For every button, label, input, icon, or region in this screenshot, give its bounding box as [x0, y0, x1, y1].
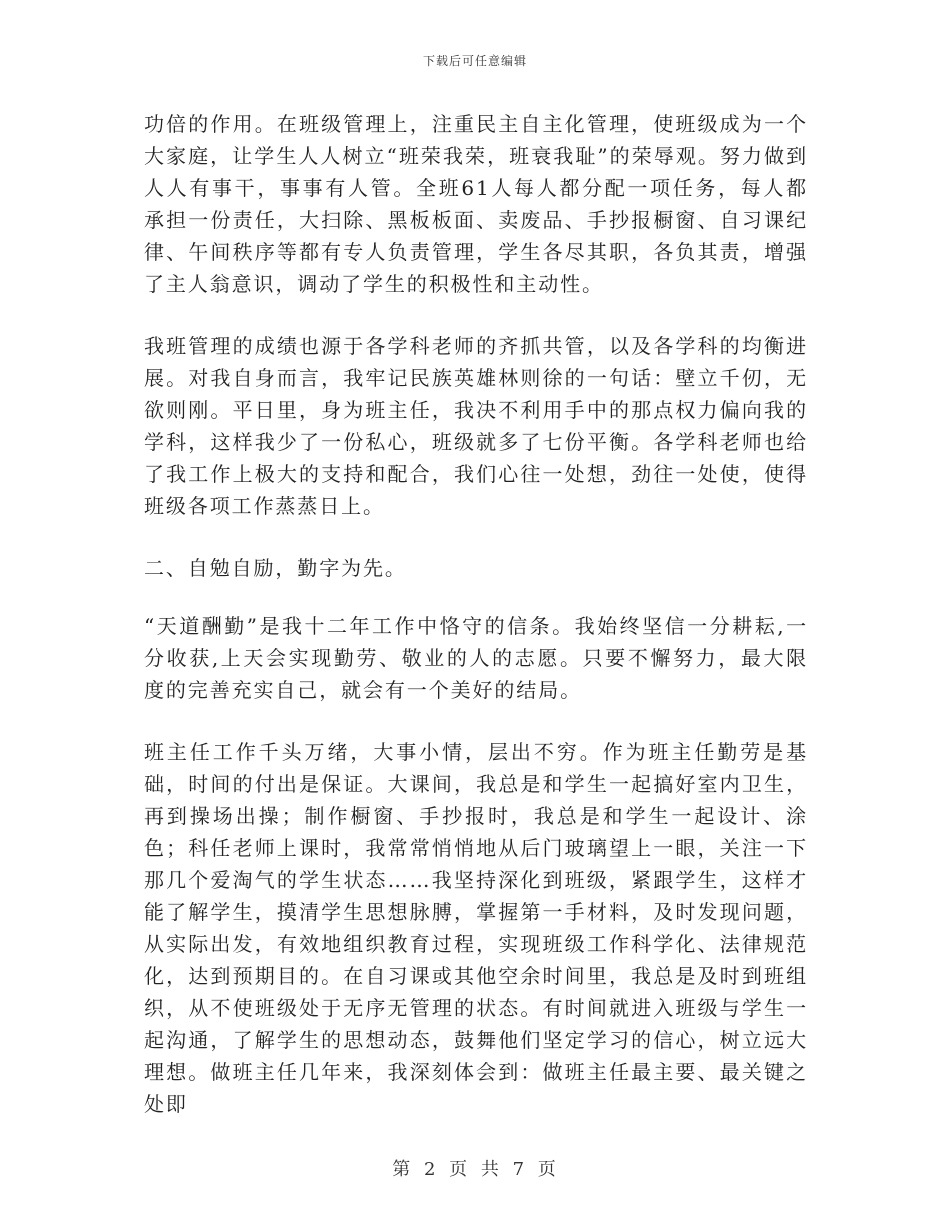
page-number: 第 2 页 共 7 页 — [392, 1159, 558, 1180]
page-header: 下载后可任意编辑 — [422, 54, 527, 68]
paragraph-diligence-motto: “天道酬勤”是我十二年工作中恪守的信条。我始终坚信一分耕耘,一分收获,上天会实现勤劳、敬业的人的志愿。只要不懈努力，最大限度的完善充实自己，就会有一个美好的结局。 — [144, 614, 808, 702]
document-body — [144, 108, 808, 1150]
paragraph-subject-teachers: 我班管理的成绩也源于各学科老师的齐抓共管，以及各学科的均衡进展。对我自身而言，我牢记民族英雄林则徐的一句话：壁立千仞，无欲则刚。平日里，身为班主任，我决不利用手中的那点权力偏向我的学科，这样我少了一份私心，班级就多了七份平衡。各学科老师也给了我工作上极大的支持和配合，我们心往一处想，劲往一处使，使得班级各项工作蒸蒸日上。 — [144, 334, 808, 518]
section-heading: 二、自勉自励，勤字为先。 — [144, 556, 407, 580]
paragraph-class-management: 功倍的作用。在班级管理上，注重民主自主化管理，使班级成为一个大家庭，让学生人人树立“班荣我荣，班衰我耻”的荣辱观。努力做到人人有事干，事事有人管。全班61人每人都分配一项任务，每人都承担一份责任，大扫除、黑板板面、卖废品、手抄报橱窗、自习课纪律、午间秩序等都有专人负责管理，学生各尽其职，各负其责，增强了主人翁意识，调动了学生的积极性和主动性。 — [144, 112, 808, 296]
paragraph-head-teacher-work: 班主任工作千头万绪，大事小情，层出不穷。作为班主任勤劳是基础，时间的付出是保证。大课间，我总是和学生一起搞好室内卫生，再到操场出操；制作橱窗、手抄报时，我总是和学生一起设计、涂色；科任老师上课时，我常常悄悄地从后门玻璃望上一眼，关注一下那几个爱淘气的学生状态……我坚持深化到班级，紧跟学生，这样才能了解学生，摸清学生思想脉膊，掌握第一手材料，及时发现问题，从实际出发，有效地组织教育过程，实现班级工作科学化、法律规范化，达到预期目的。在自习课或其他空余时间里，我总是及时到班组织，从不使班级处于无序无管理的状态。有时间就进入班级与学生一起沟通，了解学生的思想动态，鼓舞他们坚定学习的信心，树立远大理想。做班主任几年来，我深刻体会到：做班主任最主要、最关键之处即 — [144, 740, 808, 1116]
